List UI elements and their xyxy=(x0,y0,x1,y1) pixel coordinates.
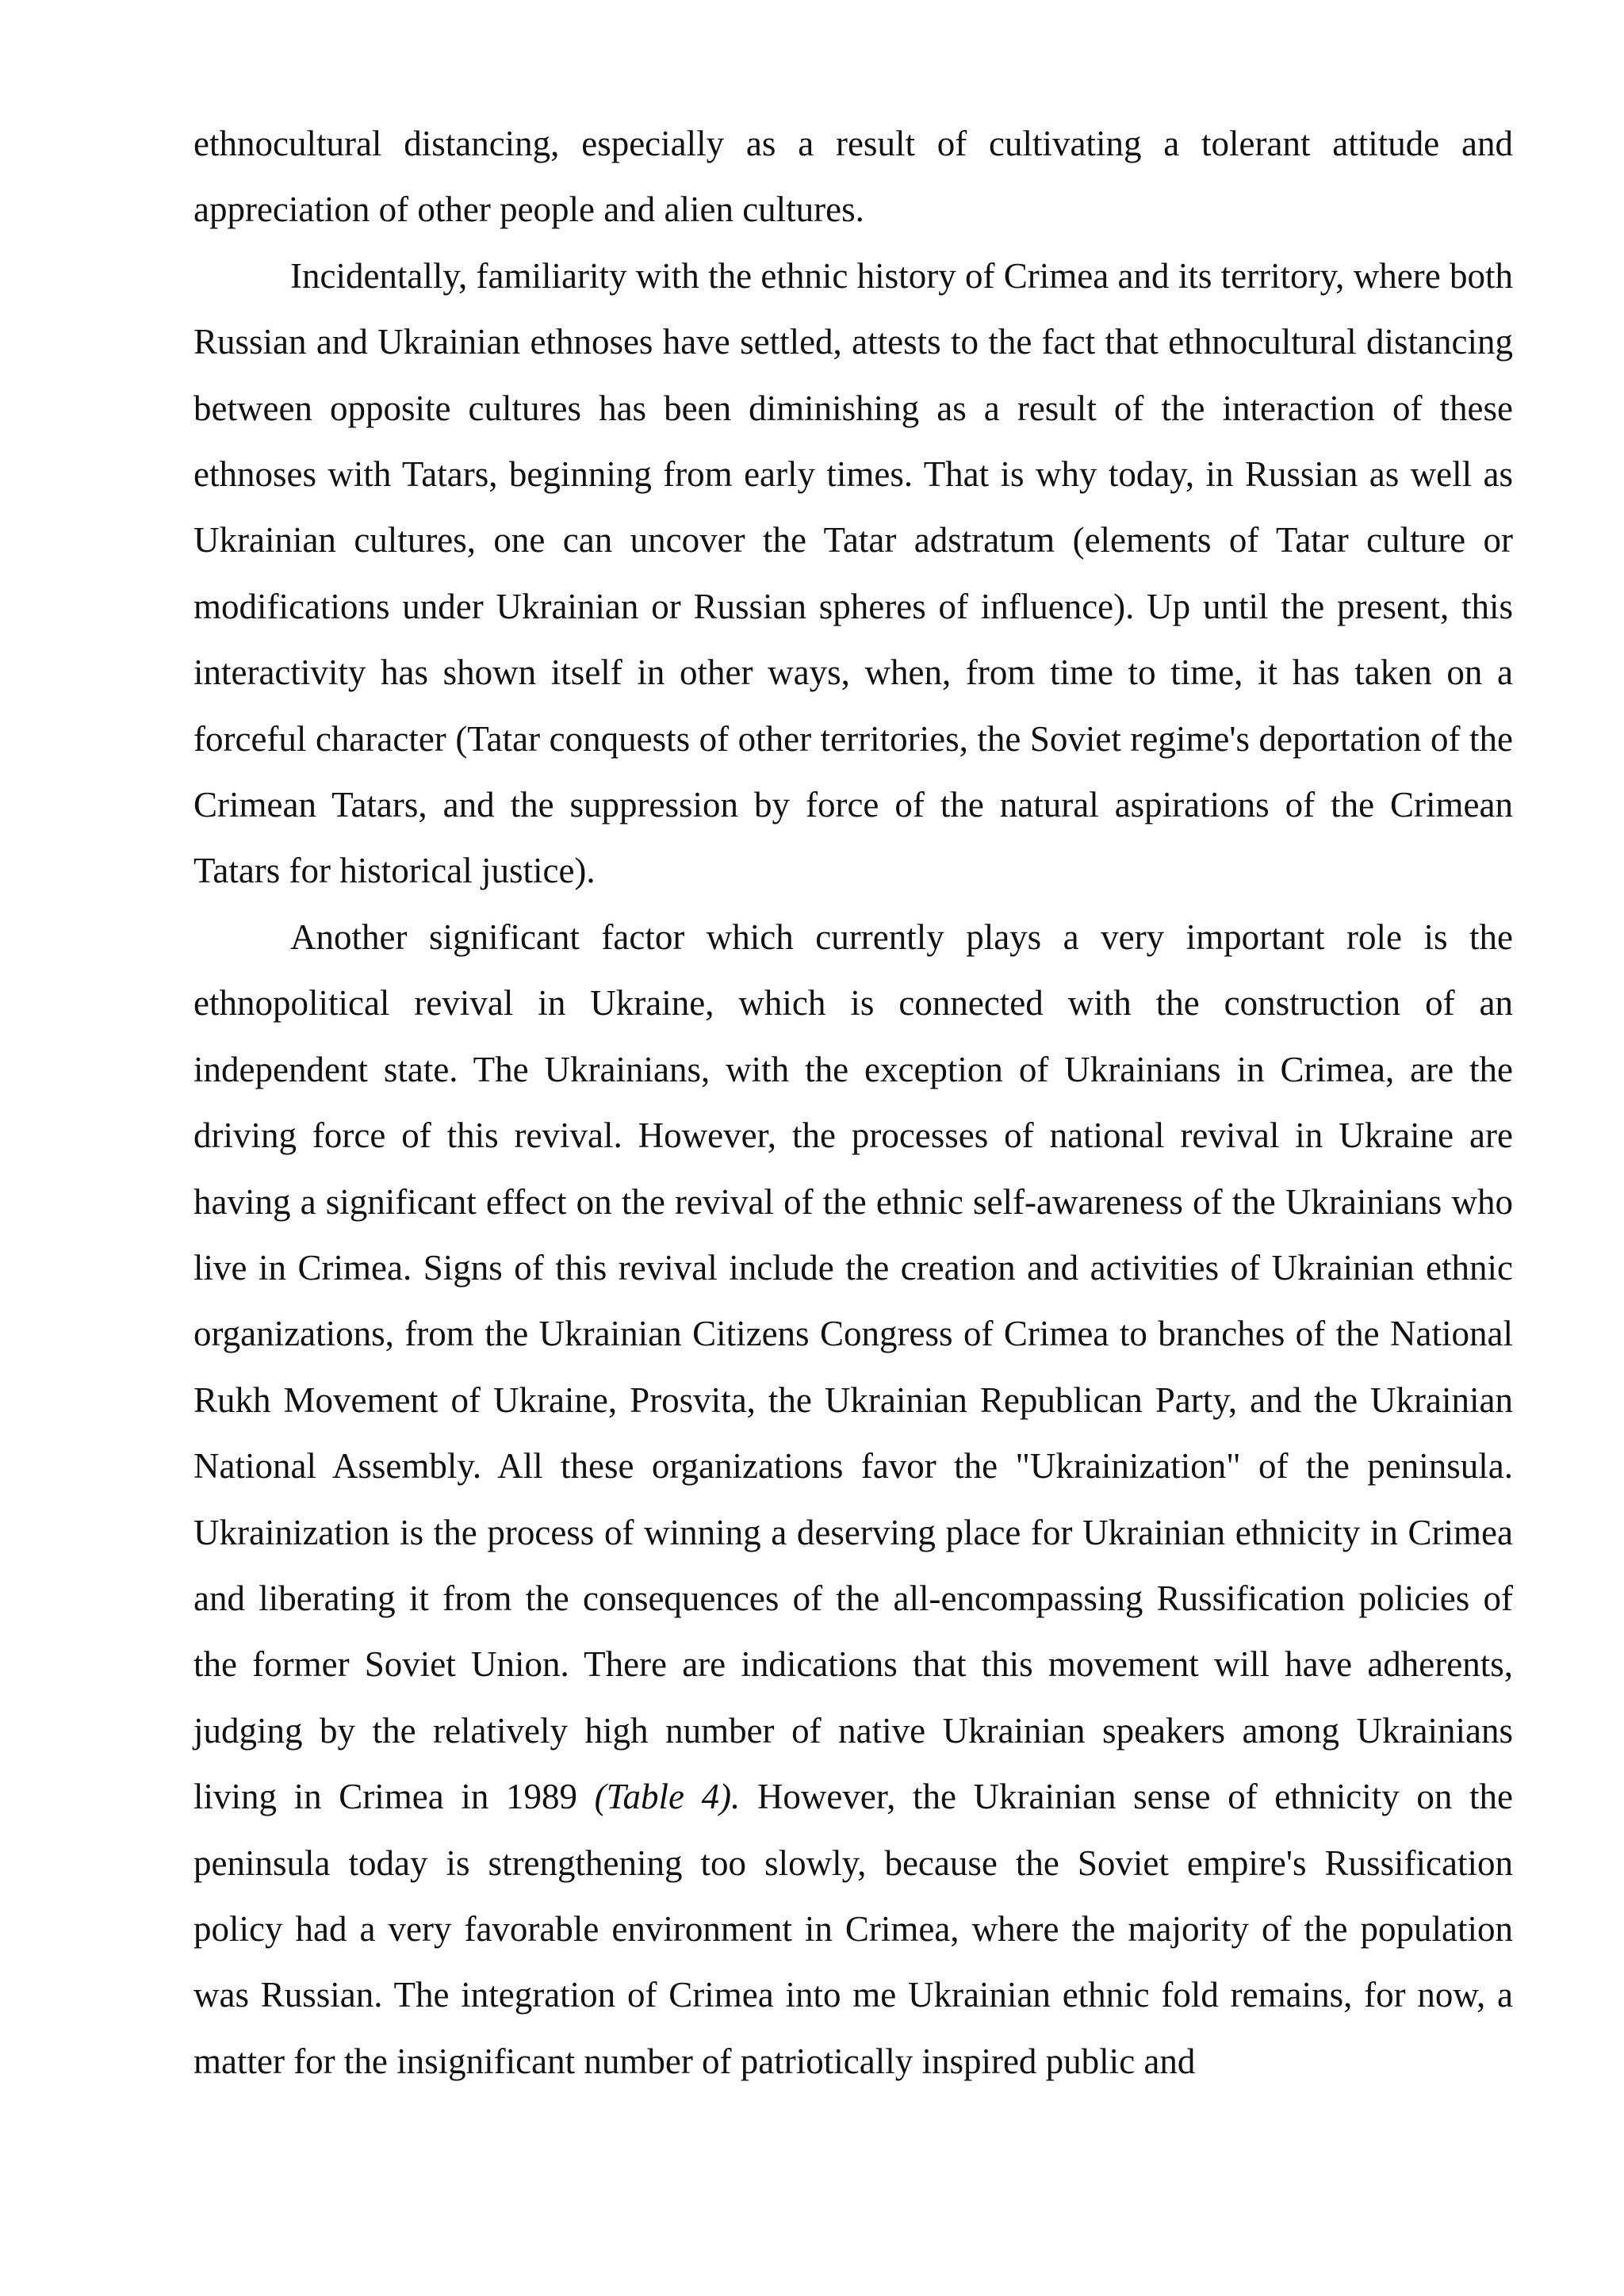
paragraph-2-text: Incidentally, familiarity with the ethnic history of Crimea and its territory, where both Russian and Ukrainian ethnoses have settled, attests to the fact that ethnocultural distancing between opposite cultures has been diminishing as a result of the interaction of these ethnoses with Tatars, beginning from early times. That is why today, in Russian as well as Ukrainian cultures, one can uncover the Tatar adstratum (elements of Tatar culture or modifications under Ukrainian or Russian spheres of influence). Up until the present, this interactivity has shown itself in other ways, when, from time to time, it has taken on a forceful character (Tatar conquests of other territories, the Soviet regime's deportation of the Crimean Tatars, and the suppression by force of the natural aspirations of the Crimean Tatars for historical justice). xyxy=(193,255,1513,891)
paragraph-3 xyxy=(193,905,1513,2095)
document-page xyxy=(193,111,1513,2095)
paragraph-3-text-before: Another significant factor which currently plays a very important role is the ethnopolitical revival in Ukraine, which is connected with the construction of an independent state. The Ukrainians, with the exception of Ukrainians in Crimea, are the driving force of this revival. However, the processes of national revival in Ukraine are having a significant effect on the revival of the ethnic self-awareness of the Ukrainians who live in Crimea. Signs of this revival include the creation and activities of Ukrainian ethnic organizations, from the Ukrainian Citizens Congress of Crimea to branches of the National Rukh Movement of Ukraine, Prosvita, the Ukrainian Republican Party, and the Ukrainian National Assembly. All these organizations favor the "Ukrainization" of the peninsula. Ukrainization is the process of winning a deserving place for Ukrainian ethnicity in Crimea and liberating it from the consequences of the all-encompassing Russification policies of the former Soviet Union. There are indications that this movement will have adherents, judging by the relatively high number of native Ukrainian speakers among Ukrainians living in Crimea in 1989 xyxy=(193,916,1513,1817)
table-reference: (Table 4). xyxy=(594,1777,741,1817)
paragraph-3-text-after: However, the Ukrainian sense of ethnicity on the peninsula today is strengthening too slowly, because the Soviet empire's Russification policy had a very favorable environment in Crimea, where the majority of the population was Russian. The integration of Crimea into me Ukrainian ethnic fold remains, for now, a matter for the insignificant number of patriotically inspired public and xyxy=(193,1777,1513,2081)
paragraph-1 xyxy=(193,111,1513,243)
paragraph-1-text: ethnocultural distancing, especially as a result of cultivating a tolerant attitude and appreciation of other people and alien cultures. xyxy=(193,124,1513,230)
paragraph-2 xyxy=(193,243,1513,905)
